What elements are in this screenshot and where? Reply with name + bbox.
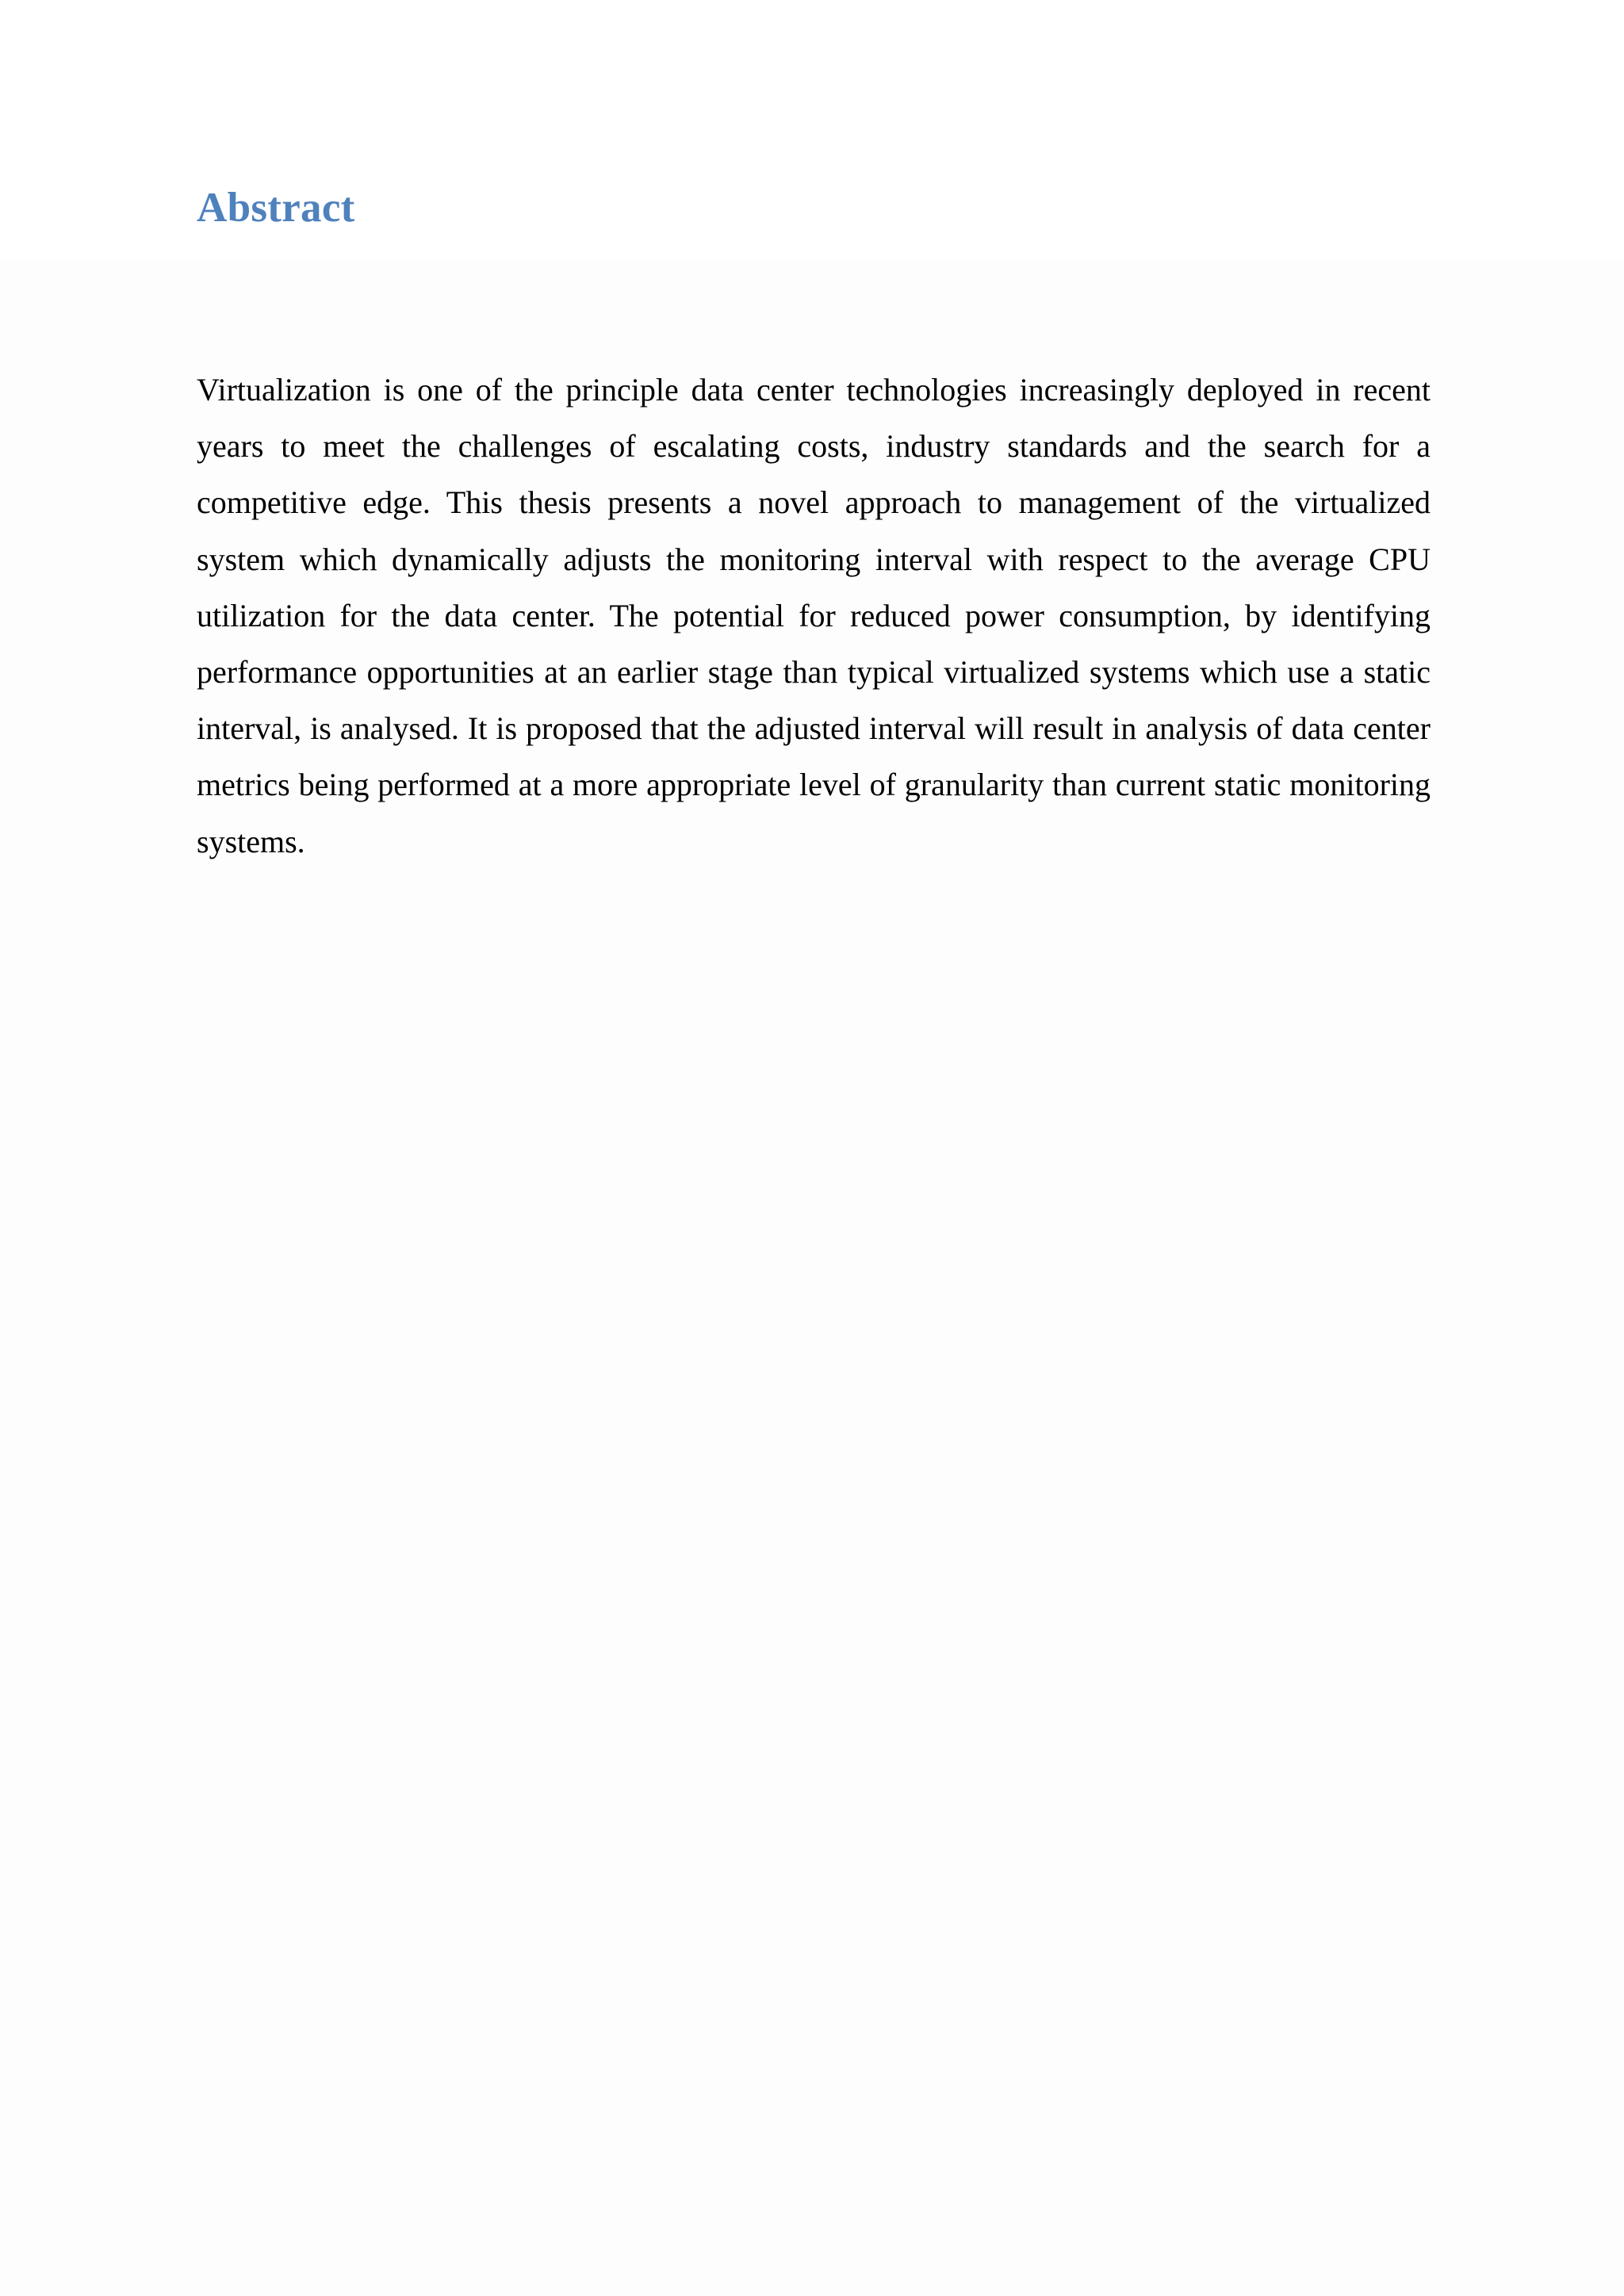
abstract-paragraph: Virtualization is one of the principle data center technologies increasingly deployed in recent years to meet the challenges of escalating costs, industry standards and the search for a competitive edge. This thesis presents a novel approach to management of the virtualized system which dynamically adjusts the monitoring interval with respect to the average CPU utilization for the data center. The potential for reduced power consumption, by identifying performance opportunities at an earlier stage than typical virtualized systems which use a static interval, is analysed. It is proposed that the adjusted interval will result in analysis of data center metrics being performed at a more appropriate level of granularity than current static monitoring systems. [197,372,1431,859]
abstract-heading: Abstract [197,185,355,231]
